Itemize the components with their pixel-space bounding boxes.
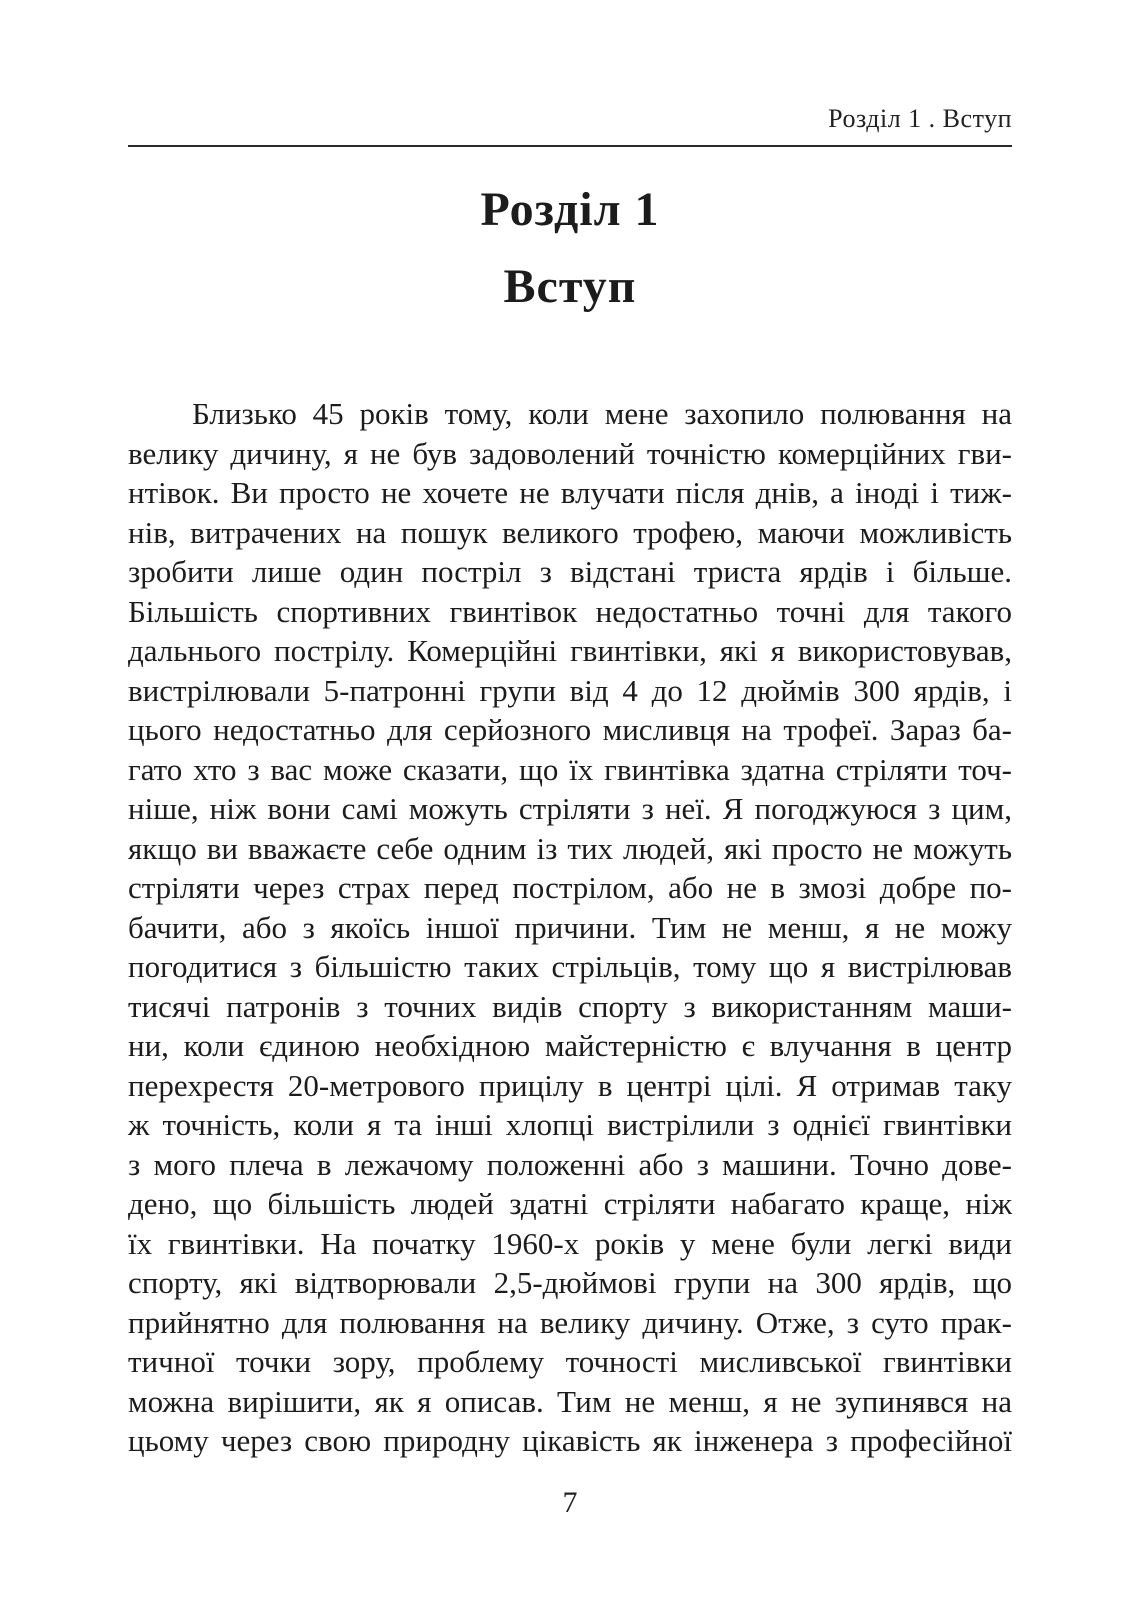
body-line: дальнього пострілу. Комерційні гвинтівки, які я використовував, <box>128 633 1012 668</box>
header-rule <box>128 145 1012 147</box>
page-number: 7 <box>562 1485 578 1519</box>
body-line: зробити лише один постріл з відстані триста ярдів і більше. <box>128 554 1012 589</box>
body-line: перехрестя 20-метрового прицілу в центрі цілі. Я отримав таку <box>128 1067 1012 1103</box>
body-line: бачити, або з якоїсь іншої причини. Тим не менш, я не можу <box>128 909 1012 945</box>
body-line: нів, витрачених на пошук великого трофею, маючи можливість <box>128 514 1012 550</box>
page-content <box>128 0 1012 1521</box>
body-line: нтівок. Ви просто не хочете не влучати після днів, а іноді і тиж- <box>128 475 1012 510</box>
body-line: можна вирішити, як я описав. Тим не менш, я не зупинявся на <box>128 1383 1012 1419</box>
body-line: ж точність, коли я та інші хлопці вистрілили з однієї гвинтівки <box>128 1107 1012 1142</box>
body-line: вистрілювали 5-патронні групи від 4 до 12 дюймів 300 ярдів, і <box>128 672 1012 708</box>
body-line: тичної точки зору, проблему точності мисливської гвинтівки <box>128 1344 1012 1379</box>
body-line: ни, коли єдиною необхідною майстерністю є влучання в центр <box>128 1028 1012 1063</box>
body-line: цьому через свою природну цікавість як інженера з професійної <box>128 1423 1012 1458</box>
body-line: погодитися з більшістю таких стрільців, тому що я вистрілював <box>128 949 1012 984</box>
body-line: стріляти через страх перед пострілом, або не в змозі добре по- <box>128 870 1012 905</box>
chapter-title-heading: Вступ <box>503 260 637 313</box>
running-header: Розділ 1 . Вступ <box>828 104 1012 133</box>
body-paragraph <box>128 394 1012 1461</box>
body-line: з мого плеча в лежачому положенні або з машини. Точно дове- <box>128 1146 1012 1182</box>
body-line: Більшість спортивних гвинтівок недостатньо точні для такого <box>128 593 1012 629</box>
body-line: спорту, які відтворювали 2,5-дюймові групи на 300 ярдів, що <box>128 1265 1012 1300</box>
body-line: Близько 45 років тому, коли мене захопило полювання на <box>192 396 1012 431</box>
body-line: гато хто з вас може сказати, що їх гвинтівка здатна стріляти точ- <box>128 751 1012 787</box>
body-line: дено, що більшість людей здатні стріляти набагато краще, ніж <box>128 1186 1012 1221</box>
body-line: цього недостатньо для серйозного мисливця на трофеї. Зараз ба- <box>128 712 1012 747</box>
body-line: їх гвинтівки. На початку 1960-х років у мене були легкі види <box>128 1225 1012 1261</box>
body-line: ніше, ніж вони самі можуть стріляти з неї. Я погоджуюся з цим, <box>128 791 1012 826</box>
chapter-number-heading: Розділ 1 <box>480 183 660 236</box>
body-line: велику дичину, я не був задоволений точністю комерційних гви- <box>128 435 1012 471</box>
body-line: прийнятно для полювання на велику дичину. Отже, з суто прак- <box>128 1304 1012 1340</box>
body-line: якщо ви вважаєте себе одним із тих людей, які просто не можуть <box>128 830 1012 866</box>
body-line: тисячі патронів з точних видів спорту з використанням маши- <box>128 988 1012 1024</box>
